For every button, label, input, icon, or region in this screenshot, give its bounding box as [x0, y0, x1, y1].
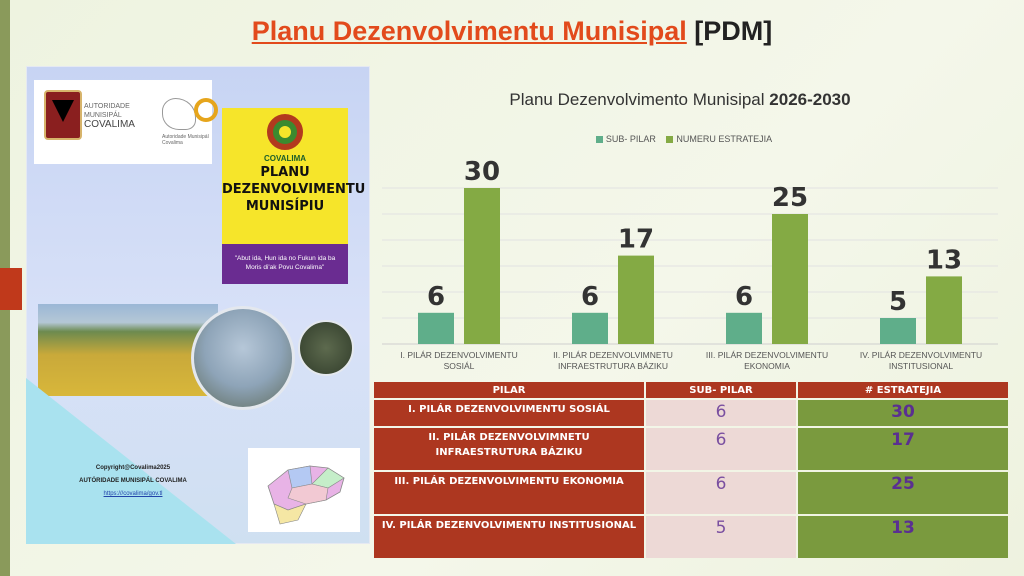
mini-caption: Autoridade Munisipál Covalima: [162, 134, 209, 146]
cover-triangle-decoration: [26, 378, 236, 544]
chart-title-text: Planu Dezenvolvimento Munisipal: [509, 90, 765, 109]
cover-authority: AUTÓRIDADE MUNISIPÁL COVALIMA: [79, 478, 187, 484]
brochure-cover: [26, 66, 370, 544]
chart-legend: [372, 134, 988, 144]
bar-estratejia: [618, 256, 654, 344]
data-label: 17: [617, 224, 655, 255]
chart-title: [372, 90, 988, 110]
category-label: IV. PILÁR DEZENVOLVIMENTU: [859, 350, 983, 360]
header-sub-pilar: SUB- PILAR: [646, 382, 796, 398]
pilar-table: [372, 380, 1010, 560]
cover-title-line3: MUNISÍPIU: [245, 199, 325, 214]
row-sub: 6: [646, 472, 796, 514]
logo-line1: AUTORIDADE: [84, 103, 130, 110]
data-label: 6: [426, 281, 446, 312]
data-label: 5: [888, 287, 908, 317]
slide-title-suffix: [PDM]: [694, 16, 773, 46]
data-label: 6: [580, 281, 600, 312]
row-est: 13: [798, 516, 1008, 558]
data-label: 30: [463, 157, 501, 187]
data-label: 6: [734, 281, 754, 312]
cover-brand: COVALIMA: [263, 154, 307, 163]
left-accent-tab: [0, 268, 22, 310]
bar-estratejia: [464, 188, 500, 344]
category-label: INFRAESTRUTURA BÁZIKU: [557, 361, 669, 371]
municipal-seal-icon: [44, 90, 82, 140]
industry-photo: [298, 320, 354, 376]
table-row: [374, 428, 1008, 470]
category-label: EKONOMIA: [744, 361, 790, 371]
category-label: I. PILÁR DEZENVOLVIMENTU: [400, 350, 518, 360]
bar-estratejia: [926, 276, 962, 344]
logo-line2: MUNISIPÁL: [84, 112, 122, 119]
data-label: 13: [925, 245, 963, 276]
bar-sub-pilar: [418, 313, 454, 344]
legend-label-est: NUMERU ESTRATEJIA: [676, 134, 773, 144]
data-label: 25: [771, 183, 809, 213]
bar-sub-pilar: [726, 313, 762, 344]
table-row: [374, 516, 1008, 558]
row-sub: 5: [646, 516, 796, 558]
row-pilar: II. PILÁR DEZENVOLVIMNETU INFRAESTRUTURA BÁZIKU: [374, 428, 644, 470]
row-pilar: III. PILÁR DEZENVOLVIMENTU EKONOMIA: [374, 472, 644, 514]
cover-title-panel: [222, 108, 366, 244]
logo-text: [84, 102, 135, 130]
bar-sub-pilar: [880, 318, 916, 344]
bar-estratejia: [772, 214, 808, 344]
cover-quote: "Abut ida, Hun ida no Fukun ida ba Moris di'ak Povu Covalima": [222, 244, 348, 284]
legend-swatch-sub: [596, 136, 603, 143]
slide-title: [0, 16, 1024, 47]
mini-map-icon: [162, 98, 196, 130]
category-label: II. PILÁR DEZENVOLVIMNETU: [553, 350, 673, 360]
category-label: INSTITUSIONAL: [888, 361, 954, 371]
table-header-row: [374, 382, 1008, 398]
cover-footer: [26, 462, 240, 501]
cover-title: [222, 164, 366, 215]
category-label: III. PILÁR DEZENVOLVIMENTU: [705, 350, 829, 360]
mini-emblem-icon: [194, 98, 218, 122]
row-est: 17: [798, 428, 1008, 470]
logo-panel: [34, 80, 212, 164]
chart-title-years: 2026-2030: [769, 90, 851, 109]
cover-title-line2: DEZENVOLVIMENTU: [222, 182, 366, 197]
table-row: [374, 400, 1008, 426]
cover-copyright: Copyright@Covalima2025: [95, 465, 171, 471]
covalima-emblem-icon: [267, 114, 303, 150]
row-sub: 6: [646, 428, 796, 470]
row-pilar: I. PILÁR DEZENVOLVIMENTU SOSIÁL: [374, 400, 644, 426]
legend-swatch-est: [666, 136, 673, 143]
bar-chart: [372, 150, 1008, 376]
table-row: [374, 472, 1008, 514]
cover-title-line1: PLANU: [260, 165, 310, 180]
bar-sub-pilar: [572, 313, 608, 344]
row-est: 30: [798, 400, 1008, 426]
municipality-map: [248, 448, 360, 532]
category-label: SOSIÁL: [443, 361, 475, 371]
cover-link[interactable]: https:///covalima/gov.tl: [103, 491, 163, 497]
row-pilar: IV. PILÁR DEZENVOLVIMENTU INSTITUSIONAL: [374, 516, 644, 558]
row-sub: 6: [646, 400, 796, 426]
legend-label-sub: SUB- PILAR: [605, 134, 656, 144]
header-estratejia: # ESTRATEJIA: [798, 382, 1008, 398]
logo-name: COVALIMA: [84, 119, 135, 130]
slide-title-main: Planu Dezenvolvimentu Munisipal: [251, 16, 687, 46]
row-est: 25: [798, 472, 1008, 514]
header-pilar: PILAR: [374, 382, 644, 398]
